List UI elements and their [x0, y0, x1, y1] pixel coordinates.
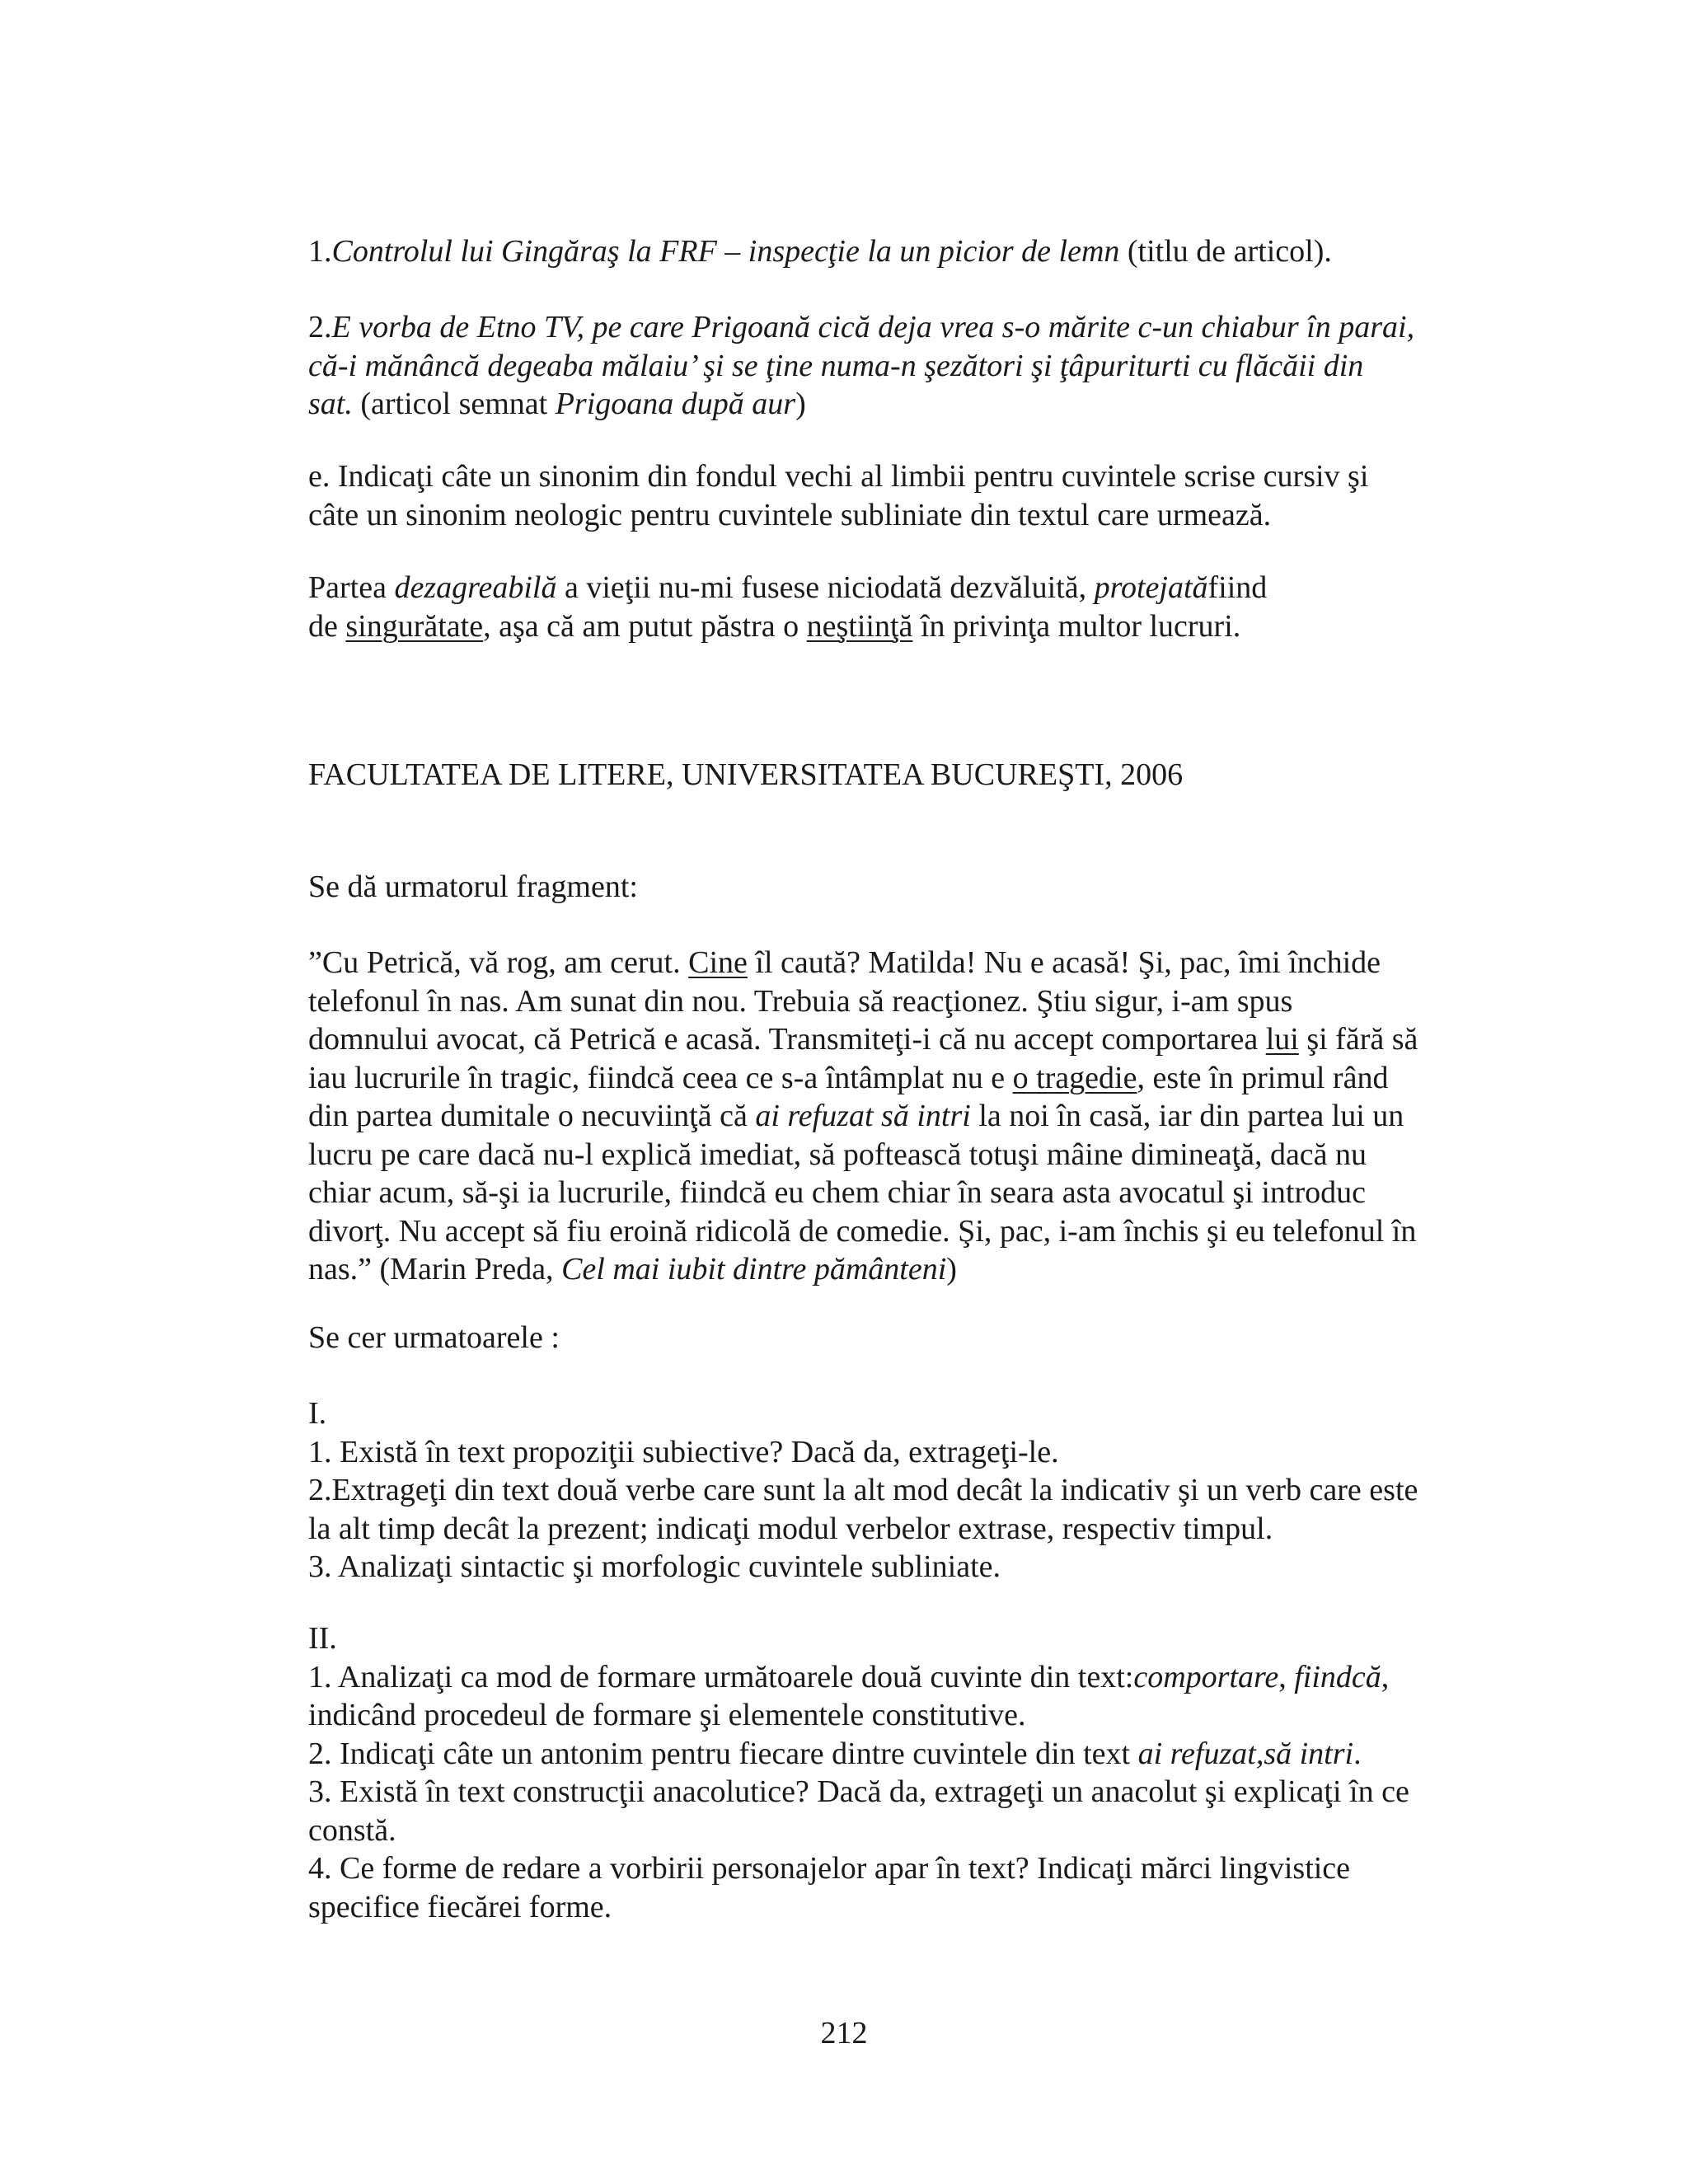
task-e-text: Partea dezagreabilă a vieţii nu-mi fusese niciodată dezvăluită, protejatăfiind de singurătate, aşa că am putut păstra o neştiinţă în privinţa multor lucruri.: [308, 570, 1268, 644]
italic-phrase: ai refuzat să intri: [755, 1099, 971, 1133]
underlined-word: singurătate: [345, 608, 484, 644]
italic-word: dezagreabilă: [394, 570, 557, 605]
page-number: 212: [820, 2016, 868, 2050]
section-2: II. 1. Analizaţi ca mod de formare următoarele două cuvinte din text:comportare, fiindcă, indicând procedeul de formare şi elementele constitutive. 2. Indicaţi câte un antonim pentru fiecare dintre cuvintele din text ai refuzat,să intri. 3. Există în text construcţii anacolutice? Dacă da, extrageţi un anacolut şi explicaţi în ce constă. 4. Ce forme de redare a vorbirii personajelor apar în text? Indicaţi mărci lingvistice specifice fiecărei forme.: [308, 1619, 1495, 1926]
underlined-word: o tragedie: [1012, 1060, 1137, 1095]
italic-word: protejată: [1094, 570, 1208, 605]
task-e: e. Indicaţi câte un sinonim din fondul vechi al limbii pentru cuvintele scrise cursiv şi câte un sinonim neologic pentru cuvintele subliniate din textul care urmează.: [308, 459, 1369, 532]
underlined-word: Cine: [688, 945, 748, 980]
quoted-fragment: ”Cu Petrică, vă rog, am cerut. Cine îl caută? Matilda! Nu e acasă! Şi, pac, îmi închide telefonul în nas. Am sunat din nou. Trebuia să reacţionez. Ştiu sigur, i-am spus domnului avocat, că Petrică e acasă. Transmiteţi-i că nu accept comportarea lui şi fără să iau lucrurile în tragic, fiindcă ceea ce s-a întâmplat nu e o tragedie, este în primul rând din partea dumitale o necuviinţă că ai refuzat să intri la noi în casă, iar din partea lui un lucru pe care dacă nu-l explică imediat, să poftească totuşi mâine dimineaţă, dacă nu chiar acum, să-şi ia lucrurile, fiindcă eu chem chiar în seara asta avocatul şi introduc divorţ. Nu accept să fiu eroină ridicolă de comedie. Şi, pac, i-am închis şi eu telefonul în nas.” (Marin Preda, Cel mai iubit dintre pământeni): [308, 945, 1418, 1286]
section-2-label: II.: [308, 1621, 337, 1656]
underlined-word: neştiinţă: [806, 608, 913, 644]
fragment-intro: Se dă urmatorul fragment:: [308, 869, 638, 904]
section-1: I. 1. Există în text propoziţii subiective? Dacă da, extrageţi-le. 2.Extrageţi din text două verbe care sunt la alt mod decât la indicativ şi un verb care este la alt timp decât la prezent; indicaţi modul verbelor extrase, respectiv timpul. 3. Analizaţi sintactic şi morfologic cuvintele subliniate.: [308, 1394, 1495, 1586]
section-heading: FACULTATEA DE LITERE, UNIVERSITATEA BUCUREŞTI, 2006: [308, 757, 1184, 792]
exercise-2: [308, 308, 1495, 424]
exercise-1: [308, 232, 1495, 271]
exercise-2-line-1: 2.E vorba de Etno TV, pe care Prigoană cică deja vrea s-o mărite c-un chiabur în parai,: [308, 310, 1415, 344]
underlined-word: lui: [1265, 1022, 1299, 1057]
exercise-2-line-3: sat. (articol semnat Prigoana după aur): [308, 387, 806, 421]
book-title: Cel mai iubit dintre pământeni: [561, 1252, 947, 1286]
exercise-1-line: 1.Controlul lui Gingăraş la FRF – inspecţie la un picior de lemn (titlu de articol).: [308, 234, 1332, 269]
article-title: Controlul lui Gingăraş la FRF – inspecţie la un picior de lemn: [331, 234, 1120, 269]
requests-label: Se cer urmatoarele :: [308, 1320, 560, 1355]
section-1-label: I.: [308, 1396, 327, 1431]
exercise-2-line-2: că-i mănâncă degeaba mălaiu’ şi se ţine numa-n şezători şi ţâpuriturti cu flăcăii din: [308, 348, 1364, 383]
